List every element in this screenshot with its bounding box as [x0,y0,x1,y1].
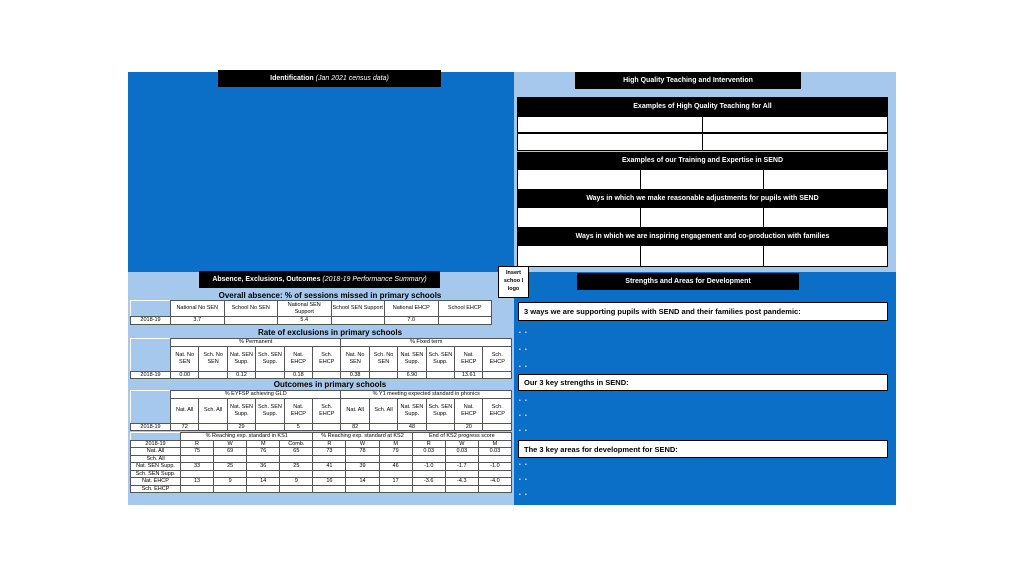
ks-cell[interactable] [445,485,478,493]
strengths-header [577,273,799,290]
out-col: Nat. All [341,398,369,423]
ks-cell: -1.7 [445,463,478,471]
out-gld-value: 5 [284,423,312,431]
ks-cell: 65 [280,448,313,456]
ks-cell: 69 [214,448,247,456]
ks-row [131,470,512,478]
overall-value-5: 7.0 [385,317,439,325]
ks-cell[interactable] [379,485,412,493]
ks-cell[interactable] [181,485,214,493]
ks-cell[interactable] [412,485,445,493]
ks-cell[interactable] [247,485,280,493]
excl-perm-value: 0.18 [284,371,312,379]
overall-value-4[interactable] [331,317,385,325]
ks-col: W [346,440,379,448]
areas-title: The 3 key areas for development for SEND: [524,444,678,454]
out-phonics-value: 82 [341,423,369,431]
ks-cell: -4.3 [445,478,478,486]
ks1-group: % Reaching exp. standard in KS1 [181,433,313,441]
ks-cell: -3.6 [412,478,445,486]
ks-cell[interactable] [280,455,313,463]
logo-text: Insert schoo l logo [503,270,524,292]
ks-cell[interactable] [412,455,445,463]
identification-subtitle: (Jan 2021 census data) [315,75,389,82]
ks-cell: 14 [346,478,379,486]
overall-absence-table [130,300,492,325]
out-col: Sch. All [199,398,227,423]
key-bullet-3[interactable]: • • [519,428,527,434]
ks-cell[interactable] [478,455,511,463]
ks-row [131,478,512,486]
ks-table [130,432,512,493]
excl-group-permanent: % Permanent [171,339,341,347]
ks-col: R [313,440,346,448]
excl-col: Nat. SEN Supp. [227,346,255,371]
excl-group-fixed: % Fixed term [341,339,512,347]
ks-col: M [247,440,280,448]
out-col: Nat. All [171,398,199,423]
areas-bullet-2[interactable]: • • [519,477,527,483]
areas-box[interactable] [518,440,888,458]
out-col: Nat. EHCP [284,398,312,423]
ks-cell: -1.0 [412,463,445,471]
excl-col: Nat. No SEN [341,346,369,371]
ks-cell[interactable] [478,470,511,478]
strengths-title: Strengths and Areas for Development [625,278,751,285]
overall-header-4: School SEN Support [331,301,385,317]
hqt-header [575,72,801,89]
ks-cell: 9 [280,478,313,486]
ks-cell[interactable] [412,470,445,478]
exclusions-title: Rate of exclusions in primary schools [257,328,403,337]
ks-row [131,463,512,471]
ks-cell: -4.0 [478,478,511,486]
adjustments-cell-1[interactable] [518,208,641,227]
adjustments-cell-3[interactable] [764,208,887,227]
outcomes-title: Outcomes in primary schools [273,380,387,389]
training-header [517,152,888,169]
excl-perm-value[interactable] [199,371,227,379]
ks-cell: 0.03 [445,448,478,456]
ks-col: Comb. [280,440,313,448]
absence-title: Absence, Exclusions, Outcomes [212,276,321,283]
ways-title: 3 ways we are supporting pupils with SEND and their families post pandemic: [524,307,801,316]
identification-panel [128,72,514,272]
hqt-examples-header [517,97,888,116]
ks-cell: 41 [313,463,346,471]
ks-cell: 17 [379,478,412,486]
excl-fixed-value: 6.90 [398,371,426,379]
engagement-cell-1[interactable] [518,246,641,266]
school-logo-placeholder[interactable] [498,266,529,298]
progress-group: End of KS2 progress score [412,433,511,441]
ks-cell: 25 [280,463,313,471]
out-col: Nat. EHCP [455,398,483,423]
ks-cell: 75 [181,448,214,456]
ks-col: M [379,440,412,448]
ks-cell[interactable] [478,485,511,493]
ks-cell[interactable] [181,470,214,478]
ks-row [131,485,512,493]
ks-cell[interactable] [247,455,280,463]
key-strengths-bullets [519,394,527,439]
ks-cell: 33 [181,463,214,471]
hqt-examples-grid [517,116,888,133]
ks-row-label: Nat. All [131,448,181,456]
ks-cell: 13 [181,478,214,486]
out-phonics-value[interactable] [369,423,397,431]
overall-header-5: National EHCP [385,301,439,317]
engagement-cell-3[interactable] [764,246,887,266]
excl-col: Sch. EHCP [313,346,341,371]
ks-cell[interactable] [313,455,346,463]
ways-bullet-2[interactable]: • • [519,347,527,353]
ks-cell: 78 [346,448,379,456]
out-col: Nat. SEN Supp. [227,398,255,423]
overall-header-2: School No SEN [224,301,278,317]
out-phonics-value[interactable] [426,423,454,431]
key-strengths-title: Our 3 key strengths in SEND: [524,378,629,387]
engagement-grid [517,245,888,267]
out-gld-value[interactable] [256,423,284,431]
excl-col: Sch. SEN Supp. [256,346,284,371]
ks-row-label: Nat. SEN Supp. [131,463,181,471]
areas-bullet-1[interactable]: • • [519,462,527,468]
ks-cell: 36 [247,463,280,471]
excl-perm-value[interactable] [313,371,341,379]
excl-perm-value[interactable] [256,371,284,379]
ks-cell[interactable] [379,455,412,463]
hqt-examples-cell-1[interactable] [518,117,703,132]
excl-perm-value: 0.12 [227,371,255,379]
ks-cell: 79 [379,448,412,456]
excl-col: Nat. No SEN [171,346,199,371]
ks-cell[interactable] [346,485,379,493]
ks-cell: 0.03 [478,448,511,456]
ks-cell[interactable] [214,485,247,493]
ks-row-label: Sch. SEN Supp. [131,470,181,478]
training-cell-3[interactable] [764,170,887,189]
overall-absence-title: Overall absence: % of sessions missed in primary schools [218,291,442,300]
ks-cell[interactable] [280,470,313,478]
overall-value-1: 3.7 [171,317,225,325]
excl-year: 2018-19 [131,371,171,379]
areas-bullets [519,458,527,503]
ks-cell[interactable] [313,485,346,493]
engagement-title: Ways in which we are inspiring engagement and co-production with families [575,233,830,240]
out-phonics-value[interactable] [483,423,512,431]
key-bullet-2[interactable]: • • [519,413,527,419]
out-group-phonics: % Y1 meeting expected standard in phonics [341,391,512,399]
out-gld-value[interactable] [199,423,227,431]
excl-col: Sch. EHCP [483,346,512,371]
key-strengths-box[interactable] [518,374,888,391]
excl-fixed-value: 13.61 [455,371,483,379]
training-cell-2[interactable] [641,170,764,189]
exclusions-table [130,338,512,379]
overall-year: 2018-19 [131,317,171,325]
ks-cell[interactable] [181,455,214,463]
excl-perm-value: 0.00 [171,371,199,379]
ks2-group: % Reaching exp. standard at KS2 [313,433,412,441]
overall-header-6: School EHCP [438,301,492,317]
adjustments-grid [517,207,888,228]
training-title: Examples of our Training and Expertise in SEND [621,157,784,164]
absence-subtitle: (2018-19 Performance Summary) [322,276,427,283]
excl-fixed-value: 0.38 [341,371,369,379]
overall-value-2[interactable] [224,317,278,325]
excl-col: Nat. EHCP [284,346,312,371]
ks-row-label: Sch. All [131,455,181,463]
out-year: 2018-19 [131,423,171,431]
out-col: Sch. All [369,398,397,423]
identification-title: Identification [270,75,314,82]
overall-header-1: National No SEN [171,301,225,317]
adjustments-title: Ways in which we make reasonable adjustments for pupils with SEND [586,195,819,202]
ks-cell[interactable] [379,470,412,478]
excl-fixed-value[interactable] [426,371,454,379]
out-col: Sch. SEN Supp. [256,398,284,423]
excl-col: Sch. No SEN [199,346,227,371]
overall-value-6[interactable] [438,317,492,325]
ways-bullet-3[interactable]: • • [519,364,527,370]
adjustments-cell-2[interactable] [641,208,764,227]
ks-cell[interactable] [346,455,379,463]
ways-bullet-1[interactable]: • • [519,330,527,336]
excl-col: Sch. SEN Supp. [426,346,454,371]
ks-cell: 76 [247,448,280,456]
ks-row-label: Sch. EHCP [131,485,181,493]
excl-fixed-value[interactable] [483,371,512,379]
ks-col: R [181,440,214,448]
ks-cell: -1.0 [478,463,511,471]
ks-cell[interactable] [247,470,280,478]
ks-col: W [214,440,247,448]
outcomes-table [130,390,512,431]
hqt-title: High Quality Teaching and Intervention [623,77,753,84]
excl-col: Nat. EHCP [455,346,483,371]
out-col: Sch. EHCP [483,398,512,423]
ks-col: R [412,440,445,448]
engagement-header [517,228,888,245]
ks-row [131,455,512,463]
ks-cell[interactable] [445,470,478,478]
ways-box[interactable] [518,302,888,321]
out-group-gld: % EYFSP achieving GLD [171,391,341,399]
out-gld-value: 72 [171,423,199,431]
hqt-examples-cell-3[interactable] [518,134,703,150]
ks-cell[interactable] [214,455,247,463]
ks-row [131,448,512,456]
out-col: Sch. SEN Supp. [426,398,454,423]
adjustments-header [517,190,888,207]
key-bullet-1[interactable]: • • [519,398,527,404]
out-col: Sch. EHCP [313,398,341,423]
ks-row-label: Nat. EHCP [131,478,181,486]
ways-bullets [519,325,527,376]
overall-value-3: 5.4 [278,317,332,325]
engagement-cell-2[interactable] [641,246,764,266]
out-phonics-value: 20 [455,423,483,431]
ks-col: M [478,440,511,448]
ks-cell[interactable] [346,470,379,478]
ks-cell: 73 [313,448,346,456]
identification-header [218,70,441,87]
ks-cell[interactable] [445,455,478,463]
absence-header [199,271,440,288]
excl-fixed-value[interactable] [369,371,397,379]
overall-header-3: National SEN Support [278,301,332,317]
excl-col: Sch. No SEN [369,346,397,371]
ks-cell[interactable] [280,485,313,493]
out-gld-value[interactable] [313,423,341,431]
out-phonics-value: 48 [398,423,426,431]
ks-cell[interactable] [313,470,346,478]
out-col: Nat. SEN Supp. [398,398,426,423]
ks-cell: 0.03 [412,448,445,456]
hqt-examples-cell-2[interactable] [703,117,888,132]
hqt-examples-title: Examples of High Quality Teaching for All [633,103,772,110]
ks-cell: 14 [247,478,280,486]
training-cell-1[interactable] [518,170,641,189]
ks-cell: 46 [379,463,412,471]
ks-cell: 16 [313,478,346,486]
ks-cell: 39 [346,463,379,471]
hqt-examples-grid-2 [517,133,888,151]
ks-year: 2018-19 [131,440,181,448]
excl-col: Nat. SEN Supp. [398,346,426,371]
ks-cell[interactable] [214,470,247,478]
ks-cell: 25 [214,463,247,471]
training-grid [517,169,888,190]
hqt-examples-cell-4[interactable] [703,134,888,150]
ks-cell: 9 [214,478,247,486]
ks-col: W [445,440,478,448]
areas-bullet-3[interactable]: • • [519,492,527,498]
out-gld-value: 29 [227,423,255,431]
